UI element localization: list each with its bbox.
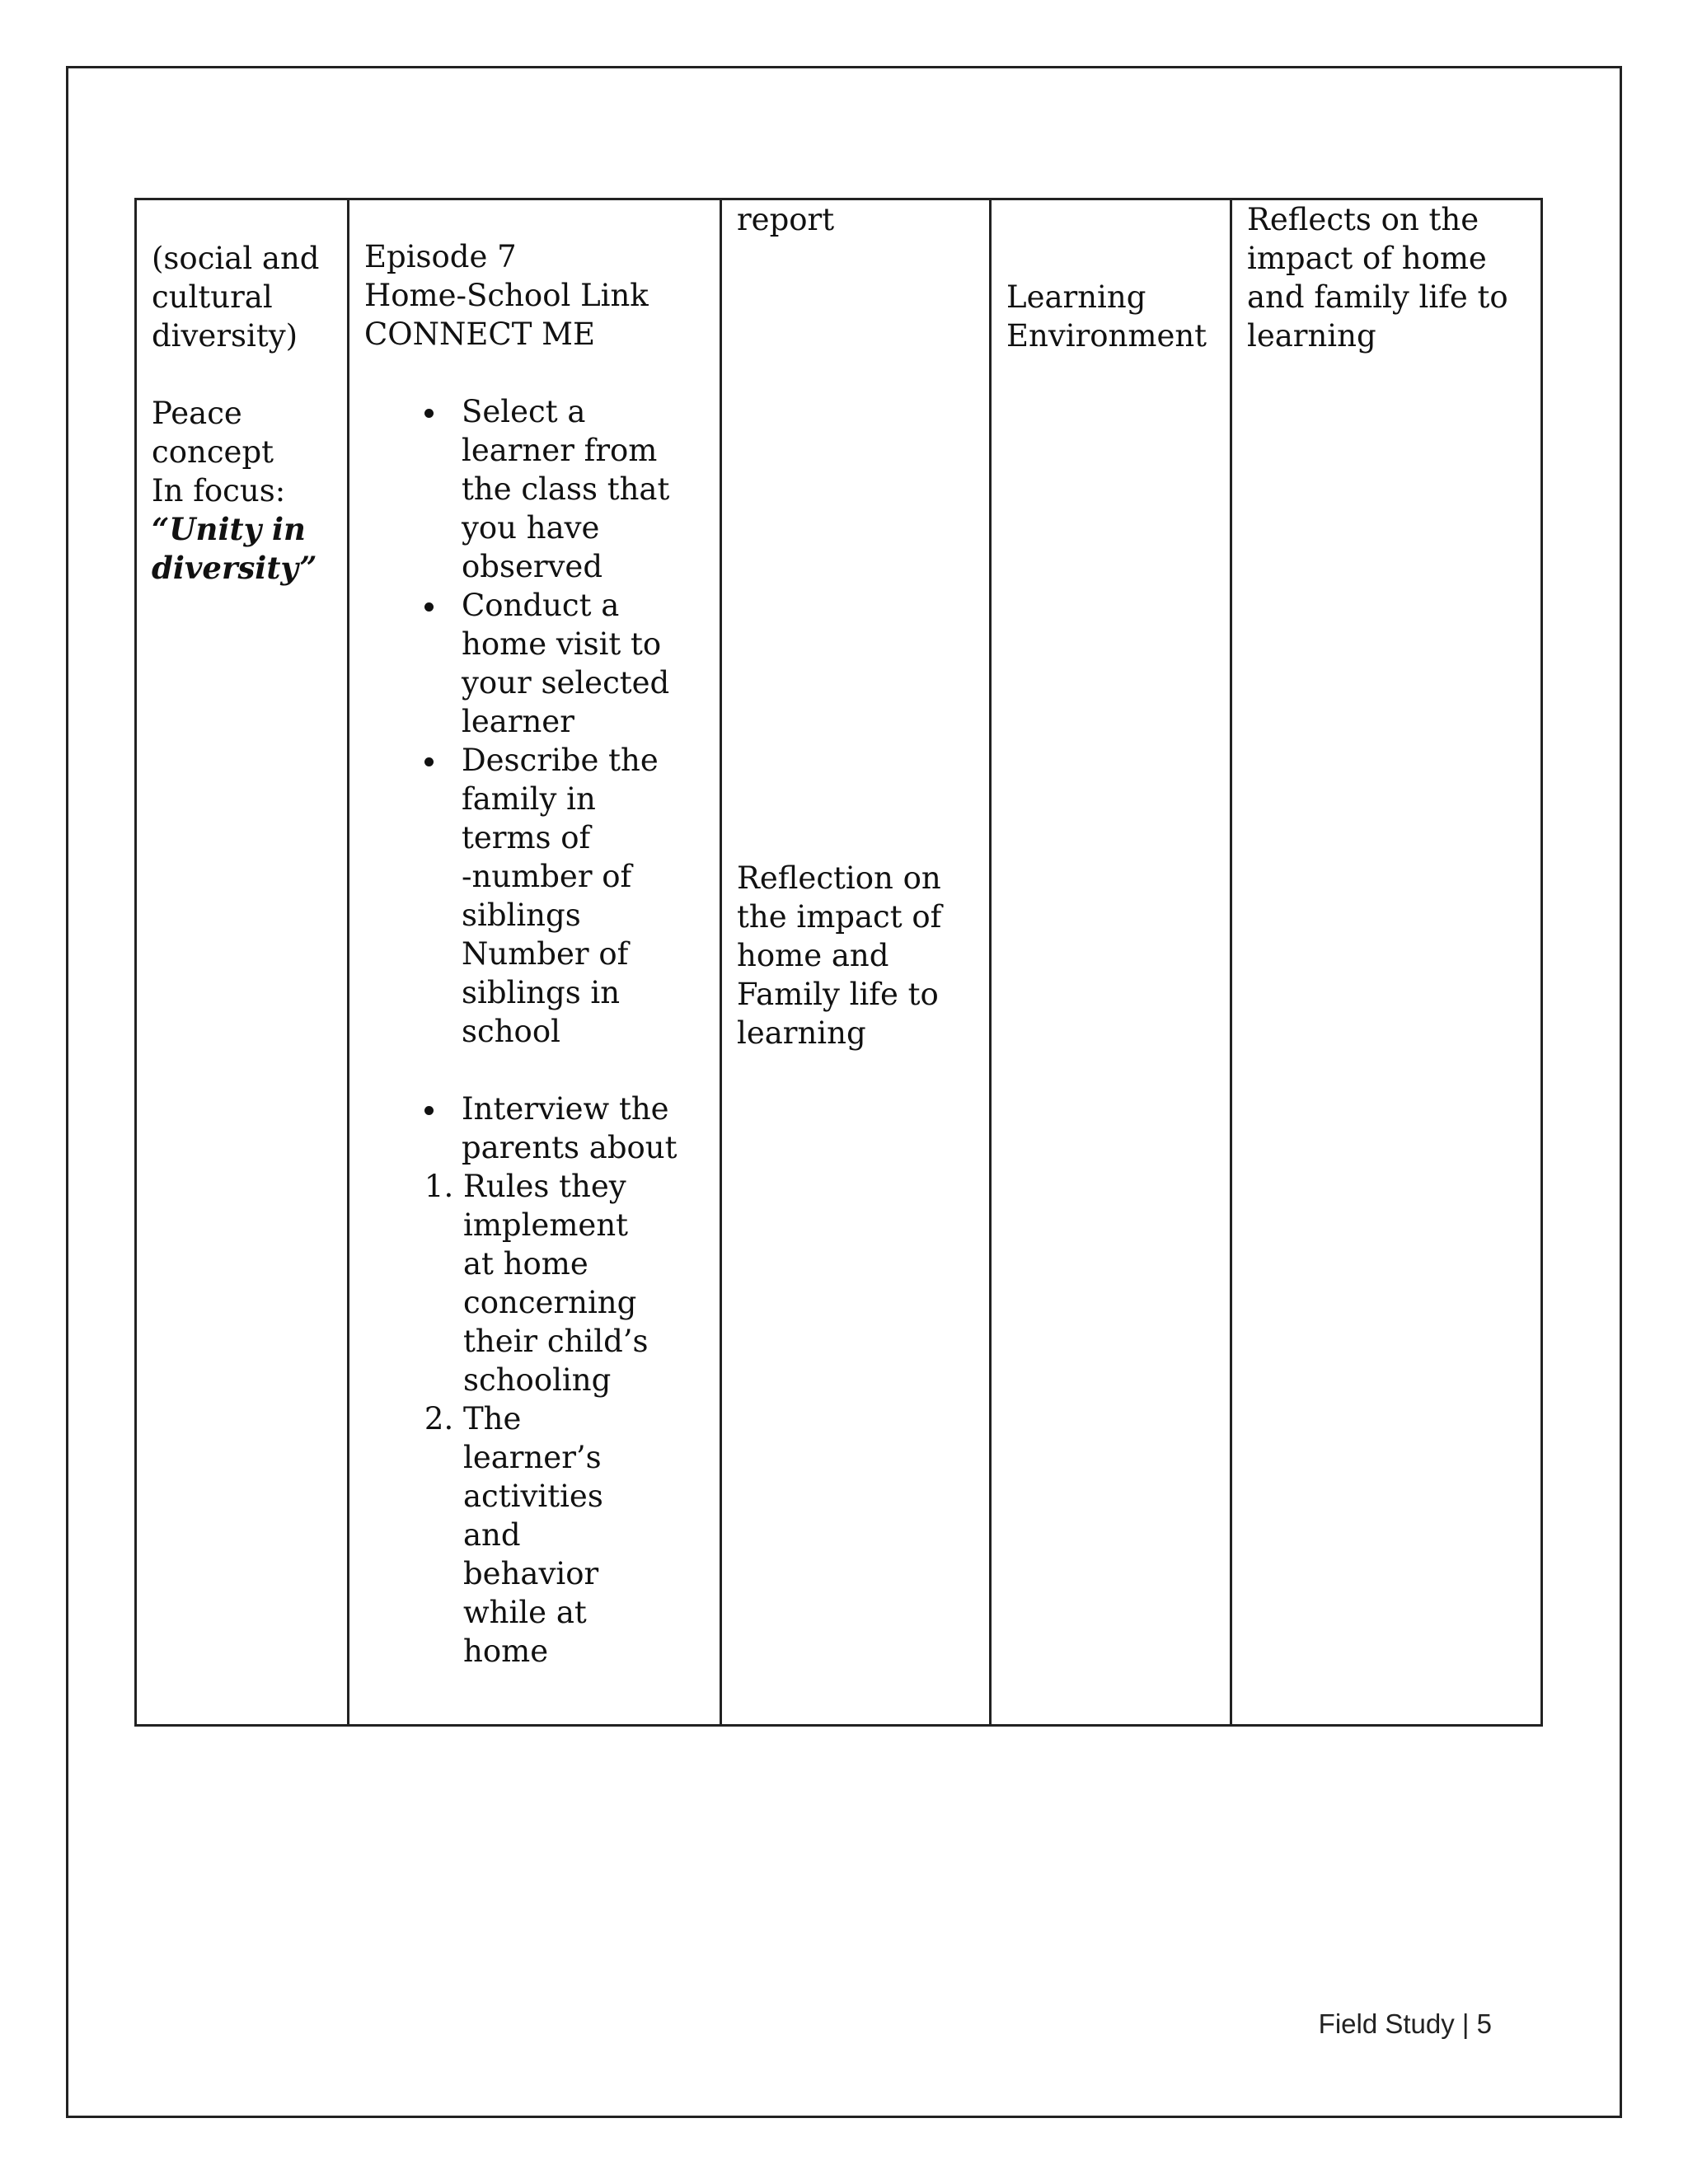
peace-concept: Peace concept In focus: [152,396,286,509]
list-item [448,1090,705,1671]
diversity-note: (social and cultural diversity) [152,241,320,354]
activity-cell [349,199,721,1726]
report-text: report [737,202,835,237]
domain-cell [991,199,1231,1726]
interview-bullet-list [364,1090,705,1671]
competency-cell [1231,199,1542,1726]
episode-heading: Episode 7 Home-School Link CONNECT ME [364,239,649,352]
competency-text: Reflects on the impact of home and family life to learning [1247,202,1508,354]
page-footer: Field Study | 5 [1318,2008,1492,2039]
list-item: • Conduct a home visit to your selected learner [448,586,705,741]
interview-bullet: • Interview the parents about [462,1091,678,1165]
table-row [136,199,1542,1726]
list-item: 1. Rules they implement at home concerning their child’s schooling [463,1167,705,1399]
output-text: Reflection on the impact of home and Family life to learning [737,860,942,1051]
activity-bullet-list [364,392,705,1051]
focus-quote: “Unity in diversity” [152,511,317,586]
list-item: • Select a learner from the class that you have observed [448,392,705,586]
field-study-table [134,198,1543,1727]
domain-text: Learning Environment [1006,279,1207,354]
output-cell [721,199,991,1726]
list-item: • Describe the family in terms of -number of siblings Number of siblings in school [448,741,705,1051]
list-item: 2. The learner’s activities and behavior while at home [463,1399,705,1671]
topic-cell [136,199,349,1726]
interview-numbered-list [412,1167,705,1671]
